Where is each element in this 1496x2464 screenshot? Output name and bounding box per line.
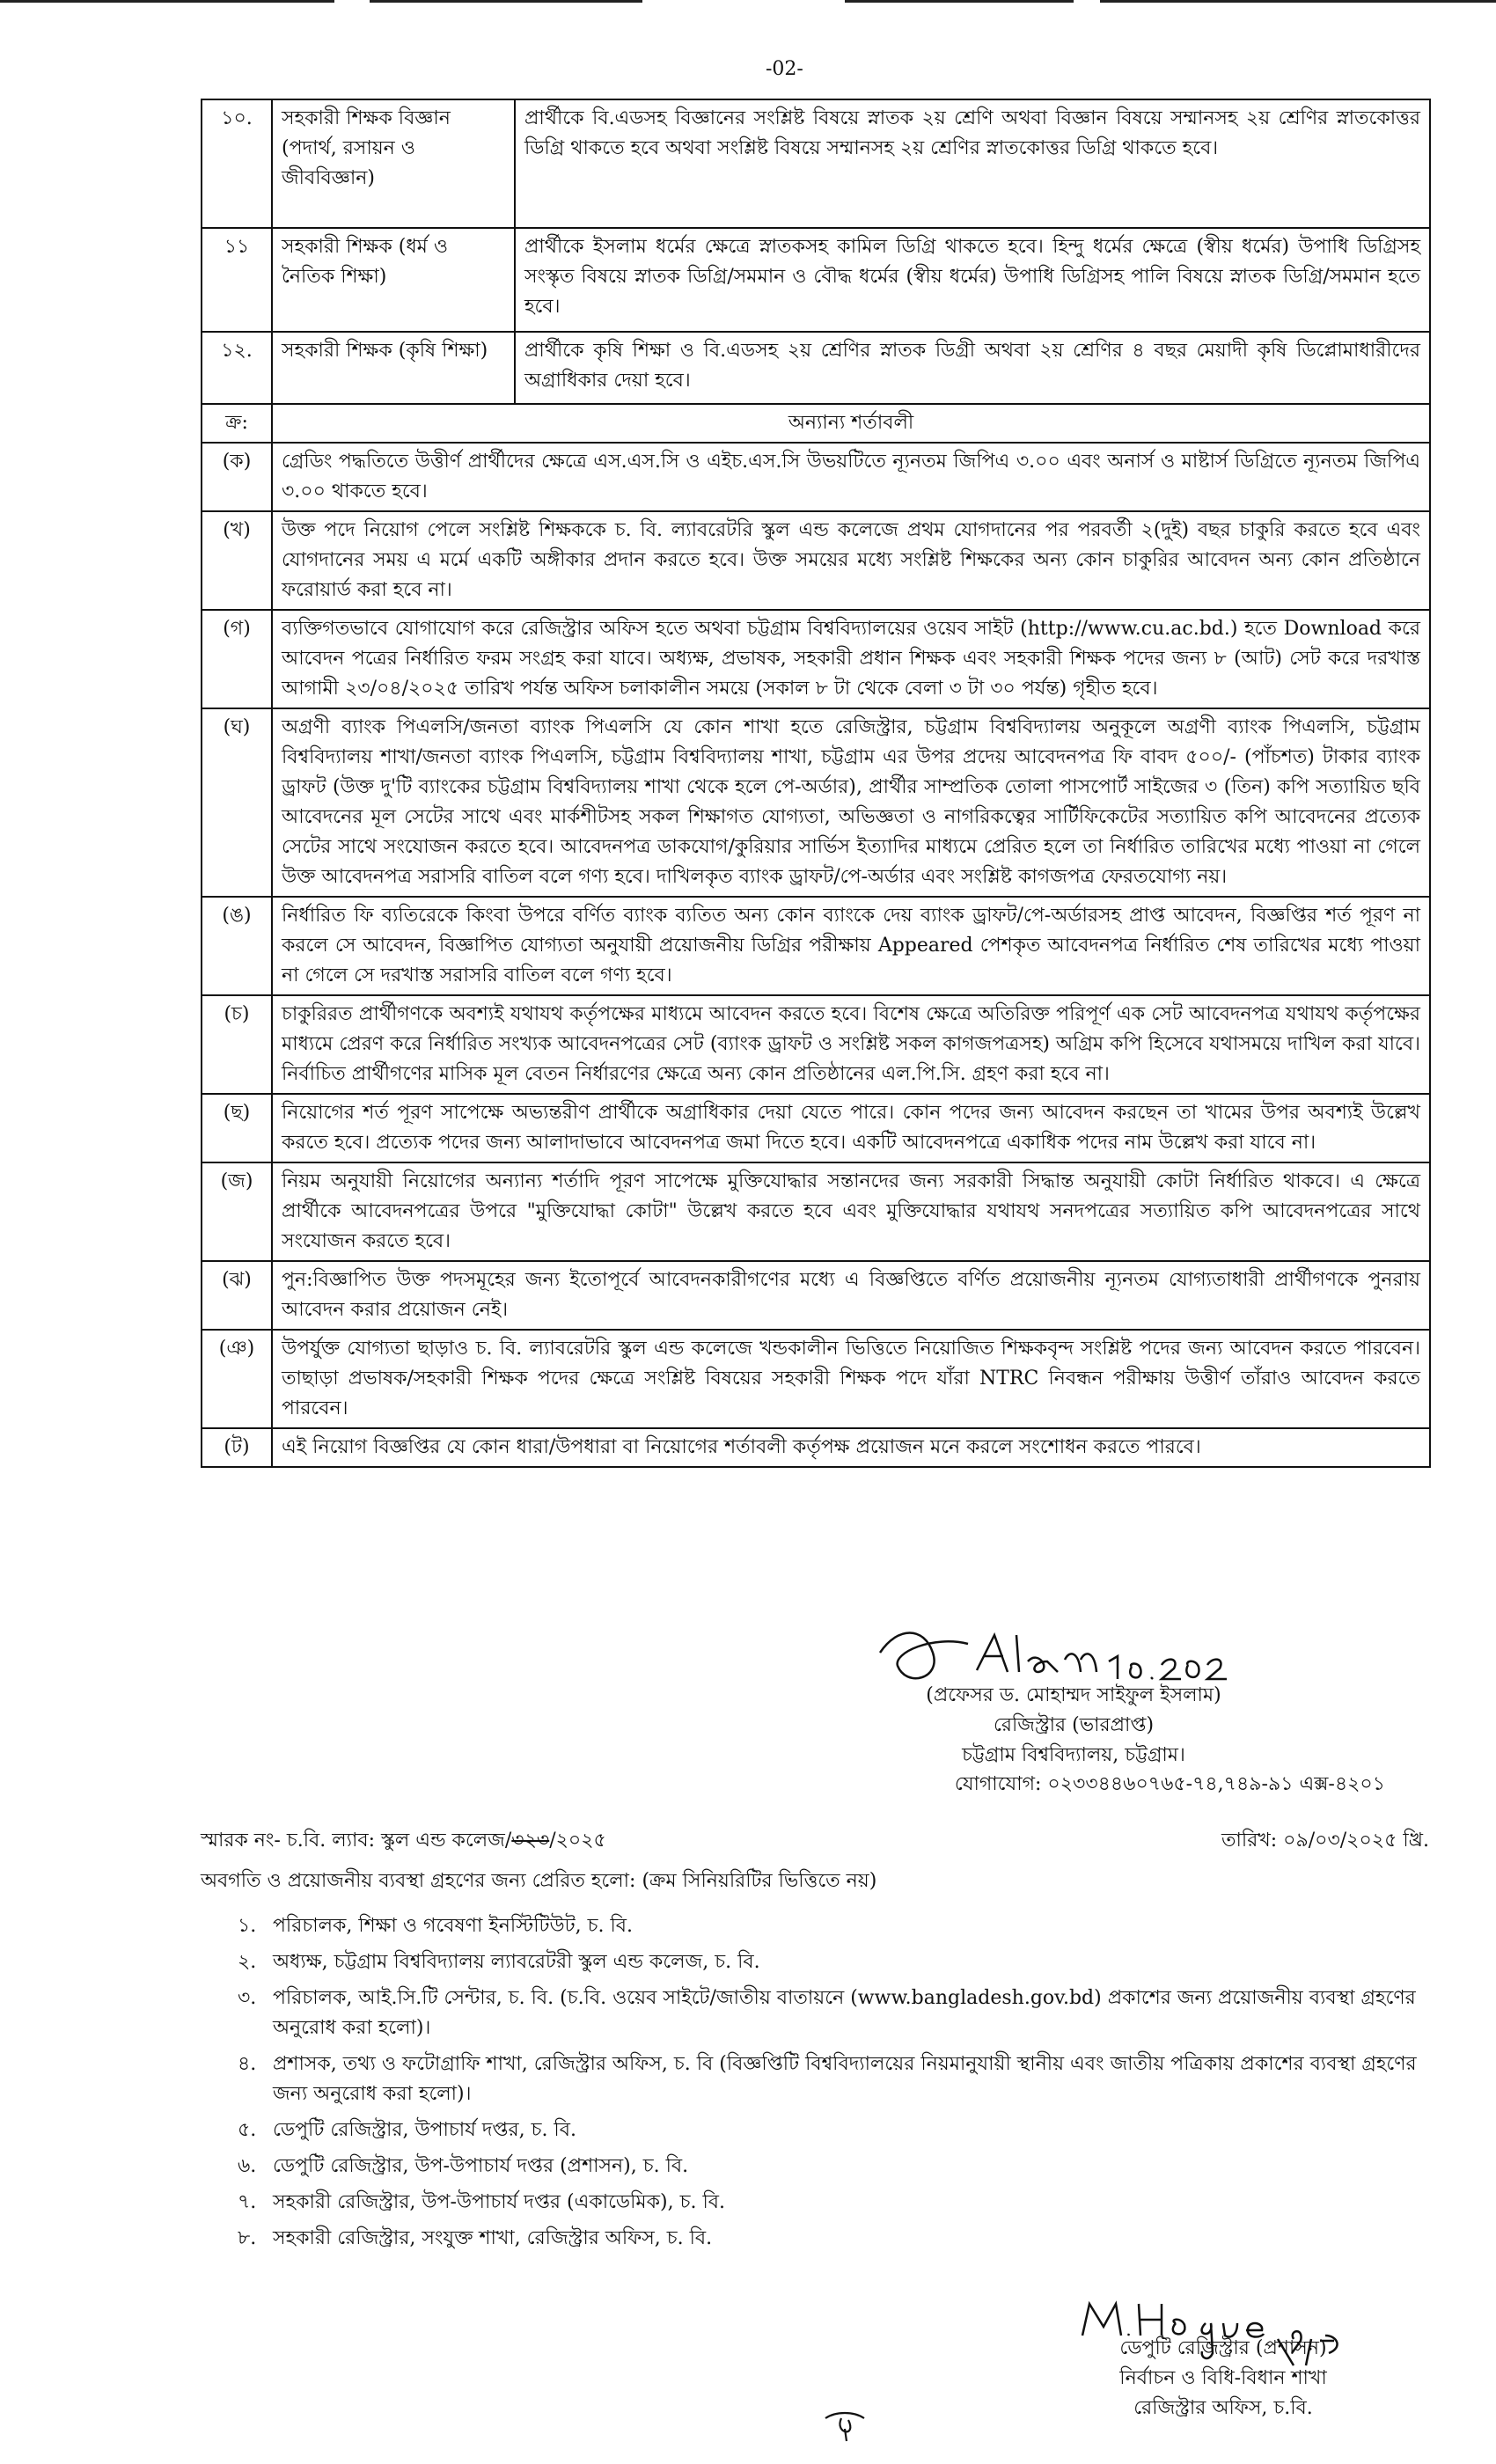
condition-text: অগ্রণী ব্যাংক পিএলসি/জনতা ব্যাংক পিএলসি যে কোন শাখা হতে রেজিস্ট্রার, চট্টগ্রাম বিশ্ববিদ্যালয় অনুকূলে অগ্রণী ব্যাংক পিএলসি, চট্টগ্রাম বিশ্ববিদ্যালয় শাখা/জনতা ব্যাংক পিএলসি, চট্টগ্রাম বিশ্ববিদ্যালয় শাখা, চট্টগ্রাম এর উপর প্রদেয় আবেদনপত্র ফি বাবদ ৫০০/- (পাঁচশত) টাকার ব্যাংক ড্রাফট (উক্ত দু'টি ব্যাংকের চট্টগ্রাম বিশ্ববিদ্যালয় শাখা থেকে হলে পে-অর্ডার), প্রার্থীর সাম্প্রতিক তোলা পাসপোর্ট সাইজের ৩ (তিন) কপি সত্যায়িত ছবি আবেদনের মূল সেটের সাথে এবং মার্কশীটসহ সকল শিক্ষাগত যোগ্যতা, অভিজ্ঞতা ও নাগরিকত্বের সার্টিফিকেটের সত্যায়িত কপি আবেদনের প্রত্যেক সেটের সাথে সংযোজন করতে হবে। আবেদনপত্র ডাকযোগ/কুরিয়ার সার্ভিস ইত্যাদির মাধ্যমে প্রেরিত হলে তা নির্ধারিত তারিখের মধ্যে পাওয়া না গেলে উক্ত আবেদনপত্র সরাসরি বাতিল বলে গণ্য হবে। দাখিলকৃত ব্যাংক ড্রাফট/পে-অর্ডার এবং সংশ্লিষ্ট কাগজপত্র ফেরতযোগ্য নয়। <box>272 708 1430 897</box>
condition-text: গ্রেডিং পদ্ধতিতে উত্তীর্ণ প্রার্থীদের ক্ষেত্রে এস.এস.সি ও এইচ.এস.সি উভয়টিতে ন্যূনতম জিপিএ ৩.০০ এবং অনার্স ও মাষ্টার্স ডিগ্রিতে ন্যূনতম জিপিএ ৩.০০ থাকতে হবে। <box>272 443 1430 511</box>
condition-text: উপর্যুক্ত যোগ্যতা ছাড়াও চ. বি. ল্যাবরেটরি স্কুল এন্ড কলেজে খন্ডকালীন ভিত্তিতে নিয়োজিত শিক্ষকবৃন্দ সংশ্লিষ্ট পদের জন্য আবেদন করতে পারবেন। তাছাড়া প্রভাষক/সহকারী শিক্ষক পদের ক্ষেত্রে সংশ্লিষ্ট বিষয়ের সহকারী শিক্ষক পদে যাঁরা NTRC নিবন্ধন পরীক্ষায় উত্তীর্ণ তাঁরাও আবেদন করতে পারবেন। <box>272 1330 1430 1428</box>
list-item <box>201 2152 1429 2182</box>
deputy-section: নির্বাচন ও বিধি-বিধান শাখা <box>1119 2367 1327 2389</box>
serial-cell: ১২. <box>202 332 272 404</box>
handwritten-page-mark <box>818 2408 871 2443</box>
condition-key: (ঞ) <box>202 1330 272 1428</box>
contact-line: যোগাযোগ: ০২৩৩৪৪৬০৭৬৫-৭৪,৭৪৯-৯১ এক্স-৪২০১ <box>954 1773 1385 1795</box>
condition-text: নির্ধারিত ফি ব্যতিরেকে কিংবা উপরে বর্ণিত ব্যাংক ব্যতিত অন্য কোন ব্যাংকে দেয় ব্যাংক ড্রাফট/পে-অর্ডারসহ প্রাপ্ত আবেদন, বিজ্ঞপ্তির শর্ত পূরণ না করলে সে আবেদন, বিজ্ঞাপিত যোগ্যতা অনুযায়ী প্রয়োজনীয় ডিগ্রির পরীক্ষায় Appeared পেশকৃত আবেদনপত্র নির্ধারিত শেষ তারিখের মধ্যে পাওয়া না গেলে সে দরখাস্ত সরাসরি বাতিল বলে গণ্য হবে। <box>272 897 1430 995</box>
list-item <box>201 2116 1429 2145</box>
memo-struck-number: ৩২৩ <box>511 1830 550 1852</box>
condition-text: নিয়ম অনুযায়ী নিয়োগের অন্যান্য শর্তাদি পূরণ সাপেক্ষে মুক্তিযোদ্ধার সন্তানদের জন্য সরকারী সিদ্ধান্ত অনুযায়ী কোটা নির্ধারিত থাকবে। এ ক্ষেত্রে প্রার্থীকে আবেদনপত্রের উপরে "মুক্তিযোদ্ধা কোটা" উল্লেখ করতে হবে এবং মুক্তিযোদ্ধার যথাযথ সনদপত্রের সত্যায়িত কপি আবেদনপত্রের সাথে সংযোজন করতে হবে। <box>272 1162 1430 1261</box>
condition-key: (ছ) <box>202 1094 272 1162</box>
list-text: পরিচালক, আই.সি.টি সেন্টার, চ. বি. (চ.বি. ওয়েব সাইটে/জাতীয় বাতায়নে (www.bangladesh.gov.bd) প্রকাশের জন্য প্রয়োজনীয় ব্যবস্থা গ্রহণের অনুরোধ করা হলো)। <box>273 1987 1416 2039</box>
list-item <box>201 2188 1429 2218</box>
condition-key: (ক) <box>202 443 272 511</box>
list-text: সহকারী রেজিস্ট্রার, সংযুক্ত শাখা, রেজিস্ট্রার অফিস, চ. বি. <box>273 2227 713 2249</box>
list-item <box>201 2050 1429 2109</box>
serial-header: ক্র: <box>202 404 272 443</box>
list-text: অধ্যক্ষ, চট্টগ্রাম বিশ্ববিদ্যালয় ল্যাবরেটরী স্কুল এন্ড কলেজ, চ. বি. <box>273 1951 760 1973</box>
list-item <box>201 1911 1429 1941</box>
condition-row <box>202 1261 1430 1330</box>
condition-text: নিয়োগের শর্ত পূরণ সাপেক্ষে অভ্যন্তরীণ প্রার্থীকে অগ্রাধিকার দেয়া যেতে পারে। কোন পদের জন্য আবেদন করছেন তা খামের উপর অবশ্যই উল্লেখ করতে হবে। প্রত্যেক পদের জন্য আলাদাভাবে আবেদনপত্র জমা দিতে হবে। একটি আবেদনপত্রে একাধিক পদের নাম উল্লেখ করা যাবে না। <box>272 1094 1430 1162</box>
condition-key: (ঘ) <box>202 708 272 897</box>
signatory-institution: চট্টগ্রাম বিশ্ববিদ্যালয়, চট্টগ্রাম। <box>962 1744 1185 1766</box>
list-number: ৬. <box>238 2155 257 2177</box>
signatory-designation: রেজিস্ট্রার (ভারপ্রাপ্ত) <box>993 1714 1155 1736</box>
list-text: ডেপুটি রেজিস্ট্রার, উপাচার্য দপ্তর, চ. বি. <box>273 2119 576 2141</box>
conditions-header-row <box>202 404 1430 443</box>
requirement-cell: প্রার্থীকে বি.এডসহ বিজ্ঞানের সংশ্লিষ্ট বিষয়ে স্নাতক ২য় শ্রেণি অথবা বিজ্ঞান বিষয়ে সম্মানসহ ২য় শ্রেণির স্নাতকোত্তর ডিগ্রি থাকতে হবে অথবা সংশ্লিষ্ট বিষয়ে সম্মানসহ ২য় শ্রেণির স্নাতকোত্তর ডিগ্রি থাকতে হবে। <box>515 99 1430 228</box>
condition-row <box>202 897 1430 995</box>
qualification-table <box>201 99 1431 1468</box>
requirement-cell: প্রার্থীকে ইসলাম ধর্মের ক্ষেত্রে স্নাতকসহ কামিল ডিগ্রি থাকতে হবে। হিন্দু ধর্মের ক্ষেত্রে (স্বীয় ধর্মের) উপাধি ডিগ্রিসহ সংস্কৃত বিষয়ে স্নাতক ডিগ্রি/সমমান ও বৌদ্ধ ধর্মের (স্বীয় ধর্মের) উপাধি ডিগ্রিসহ পালি বিষয়ে স্নাতক ডিগ্রি/সমমান হতে হবে। <box>515 228 1430 332</box>
deputy-signatory-block <box>1003 2334 1443 2424</box>
condition-key: (জ) <box>202 1162 272 1261</box>
distribution-list <box>201 1911 1429 2260</box>
forward-note: অবগতি ও প্রয়োজনীয় ব্যবস্থা গ্রহণের জন্য প্রেরিত হলো: (ক্রম সিনিয়রিটির ভিত্তিতে নয়) <box>201 1870 877 1892</box>
list-number: ১. <box>238 1915 257 1937</box>
condition-row <box>202 708 1430 897</box>
list-item <box>201 2224 1429 2254</box>
deputy-designation: ডেপুটি রেজিস্ট্রার (প্রশাসন) <box>1119 2337 1327 2359</box>
condition-key: (খ) <box>202 511 272 610</box>
condition-key: (চ) <box>202 995 272 1094</box>
condition-key: (ঝ) <box>202 1261 272 1330</box>
signatory-name: (প্রফেসর ড. মোহাম্মদ সাইফুল ইসলাম) <box>926 1684 1221 1706</box>
condition-text: ব্যক্তিগতভাবে যোগাযোগ করে রেজিস্ট্রার অফিস হতে অথবা চট্টগ্রাম বিশ্ববিদ্যালয়ের ওয়েব সাইট (http://www.cu.ac.bd.) হতে Download করে আবেদন পত্রের নির্ধারিত ফরম সংগ্রহ করা যাবে। অধ্যক্ষ, প্রভাষক, সহকারী প্রধান শিক্ষক এবং সহকারী শিক্ষক পদের জন্য ৮ (আট) সেট করে দরখাস্ত আগামী ২৩/০৪/২০২৫ তারিখ পর্যন্ত অফিস চলাকালীন সময়ে (সকাল ৮ টা থেকে বেলা ৩ টা ৩০ পর্যন্ত) গৃহীত হবে। <box>272 610 1430 708</box>
requirement-cell: প্রার্থীকে কৃষি শিক্ষা ও বি.এডসহ ২য় শ্রেণির স্নাতক ডিগ্রী অথবা ২য় শ্রেণির ৪ বছর মেয়াদী কৃষি ডিপ্লোমাধারীদের অগ্রাধিকার দেয়া হবে। <box>515 332 1430 404</box>
post-cell: সহকারী শিক্ষক (কৃষি শিক্ষা) <box>272 332 515 404</box>
memo-date: তারিখ: ০৯/০৩/২০২৫ খ্রি. <box>1221 1830 1429 1852</box>
condition-row <box>202 443 1430 511</box>
serial-cell: ১০. <box>202 99 272 228</box>
memo-suffix: /২০২৫ <box>549 1830 606 1852</box>
condition-text: উক্ত পদে নিয়োগ পেলে সংশ্লিষ্ট শিক্ষককে চ. বি. ল্যাবরেটরি স্কুল এন্ড কলেজে প্রথম যোগদানের পর পরবর্তী ২(দুই) বছর চাকুরি করতে হবে এবং যোগদানের সময় এ মর্মে একটি অঙ্গীকার প্রদান করতে হবে। উক্ত সময়ের মধ্যে সংশ্লিষ্ট শিক্ষকের অন্য কোন চাকুরির আবেদন অন্য কোন প্রতিষ্ঠানে ফরোয়ার্ড করা হবে না। <box>272 511 1430 610</box>
table-row <box>202 332 1430 404</box>
list-item <box>201 1947 1429 1977</box>
condition-row <box>202 1330 1430 1428</box>
conditions-title: অন্যান্য শর্তাবলী <box>272 404 1430 443</box>
list-text: ডেপুটি রেজিস্ট্রার, উপ-উপাচার্য দপ্তর (প্রশাসন), চ. বি. <box>273 2155 689 2177</box>
condition-key: (ট) <box>202 1428 272 1467</box>
signatory-block <box>766 1681 1382 1771</box>
list-text: সহকারী রেজিস্ট্রার, উপ-উপাচার্য দপ্তর (একাডেমিক), চ. বি. <box>273 2191 725 2213</box>
condition-row <box>202 995 1430 1094</box>
table-row <box>202 228 1430 332</box>
page-number: -02- <box>766 58 803 80</box>
memo-prefix: স্মারক নং- চ.বি. ল্যাব: স্কুল এন্ড কলেজ/ <box>201 1830 512 1852</box>
list-item <box>201 1984 1429 2043</box>
list-number: ৮. <box>238 2227 257 2249</box>
serial-cell: ১১ <box>202 228 272 332</box>
deputy-office: রেজিস্ট্রার অফিস, চ.বি. <box>1133 2397 1313 2419</box>
condition-row <box>202 1162 1430 1261</box>
condition-row <box>202 1428 1430 1467</box>
list-number: ৩. <box>238 1987 257 2009</box>
condition-key: (গ) <box>202 610 272 708</box>
condition-text: পুন:বিজ্ঞাপিত উক্ত পদসমূহের জন্য ইতোপূর্বে আবেদনকারীগণের মধ্যে এ বিজ্ঞপ্তিতে বর্ণিত প্রয়োজনীয় ন্যূনতম যোগ্যতাধারী প্রার্থীগণকে পুনরায় আবেদন করার প্রয়োজন নেই। <box>272 1261 1430 1330</box>
condition-row <box>202 610 1430 708</box>
list-number: ২. <box>238 1951 257 1973</box>
post-cell: সহকারী শিক্ষক (ধর্ম ও নৈতিক শিক্ষা) <box>272 228 515 332</box>
table-row <box>202 99 1430 228</box>
post-cell: সহকারী শিক্ষক বিজ্ঞান (পদার্থ, রসায়ন ও জীববিজ্ঞান) <box>272 99 515 228</box>
top-border-line <box>0 0 1496 5</box>
condition-text: চাকুরিরত প্রার্থীগণকে অবশ্যই যথাযথ কর্তৃপক্ষের মাধ্যমে আবেদন করতে হবে। বিশেষ ক্ষেত্রে অতিরিক্ত পরিপূর্ণ এক সেট আবেদনপত্র যথাযথ কর্তৃপক্ষের মাধ্যমে প্রেরণ করে নির্ধারিত সংখ্যক আবেদনপত্রের সেট (ব্যাংক ড্রাফট ও সংশ্লিষ্ট সকল কাগজপত্রসহ) অগ্রিম কপি হিসেবে যথাসময়ে দাখিল করা যাবে। নির্বাচিত প্রার্থীগণের মাসিক মূল বেতন নির্ধারণের ক্ষেত্রে অন্য কোন প্রতিষ্ঠানের এল.পি.সি. গ্রহণ করা হবে না। <box>272 995 1430 1094</box>
list-number: ৪. <box>238 2053 257 2075</box>
list-number: ৭. <box>238 2191 257 2213</box>
condition-row <box>202 511 1430 610</box>
list-text: পরিচালক, শিক্ষা ও গবেষণা ইনস্টিটিউট, চ. বি. <box>273 1915 633 1937</box>
condition-text: এই নিয়োগ বিজ্ঞপ্তির যে কোন ধারা/উপধারা বা নিয়োগের শর্তাবলী কর্তৃপক্ষ প্রয়োজন মনে করলে সংশোধন করতে পারবে। <box>272 1428 1430 1467</box>
list-text: প্রশাসক, তথ্য ও ফটোগ্রাফি শাখা, রেজিস্ট্রার অফিস, চ. বি (বিজ্ঞপ্তিটি বিশ্ববিদ্যালয়ের নিয়মানুযায়ী স্থানীয় এবং জাতীয় পত্রিকায় প্রকাশের ব্যবস্থা গ্রহণের জন্য অনুরোধ করা হলো)। <box>273 2053 1417 2105</box>
list-number: ৫. <box>238 2119 257 2141</box>
condition-key: (ঙ) <box>202 897 272 995</box>
memo-number <box>201 1825 606 1858</box>
condition-row <box>202 1094 1430 1162</box>
